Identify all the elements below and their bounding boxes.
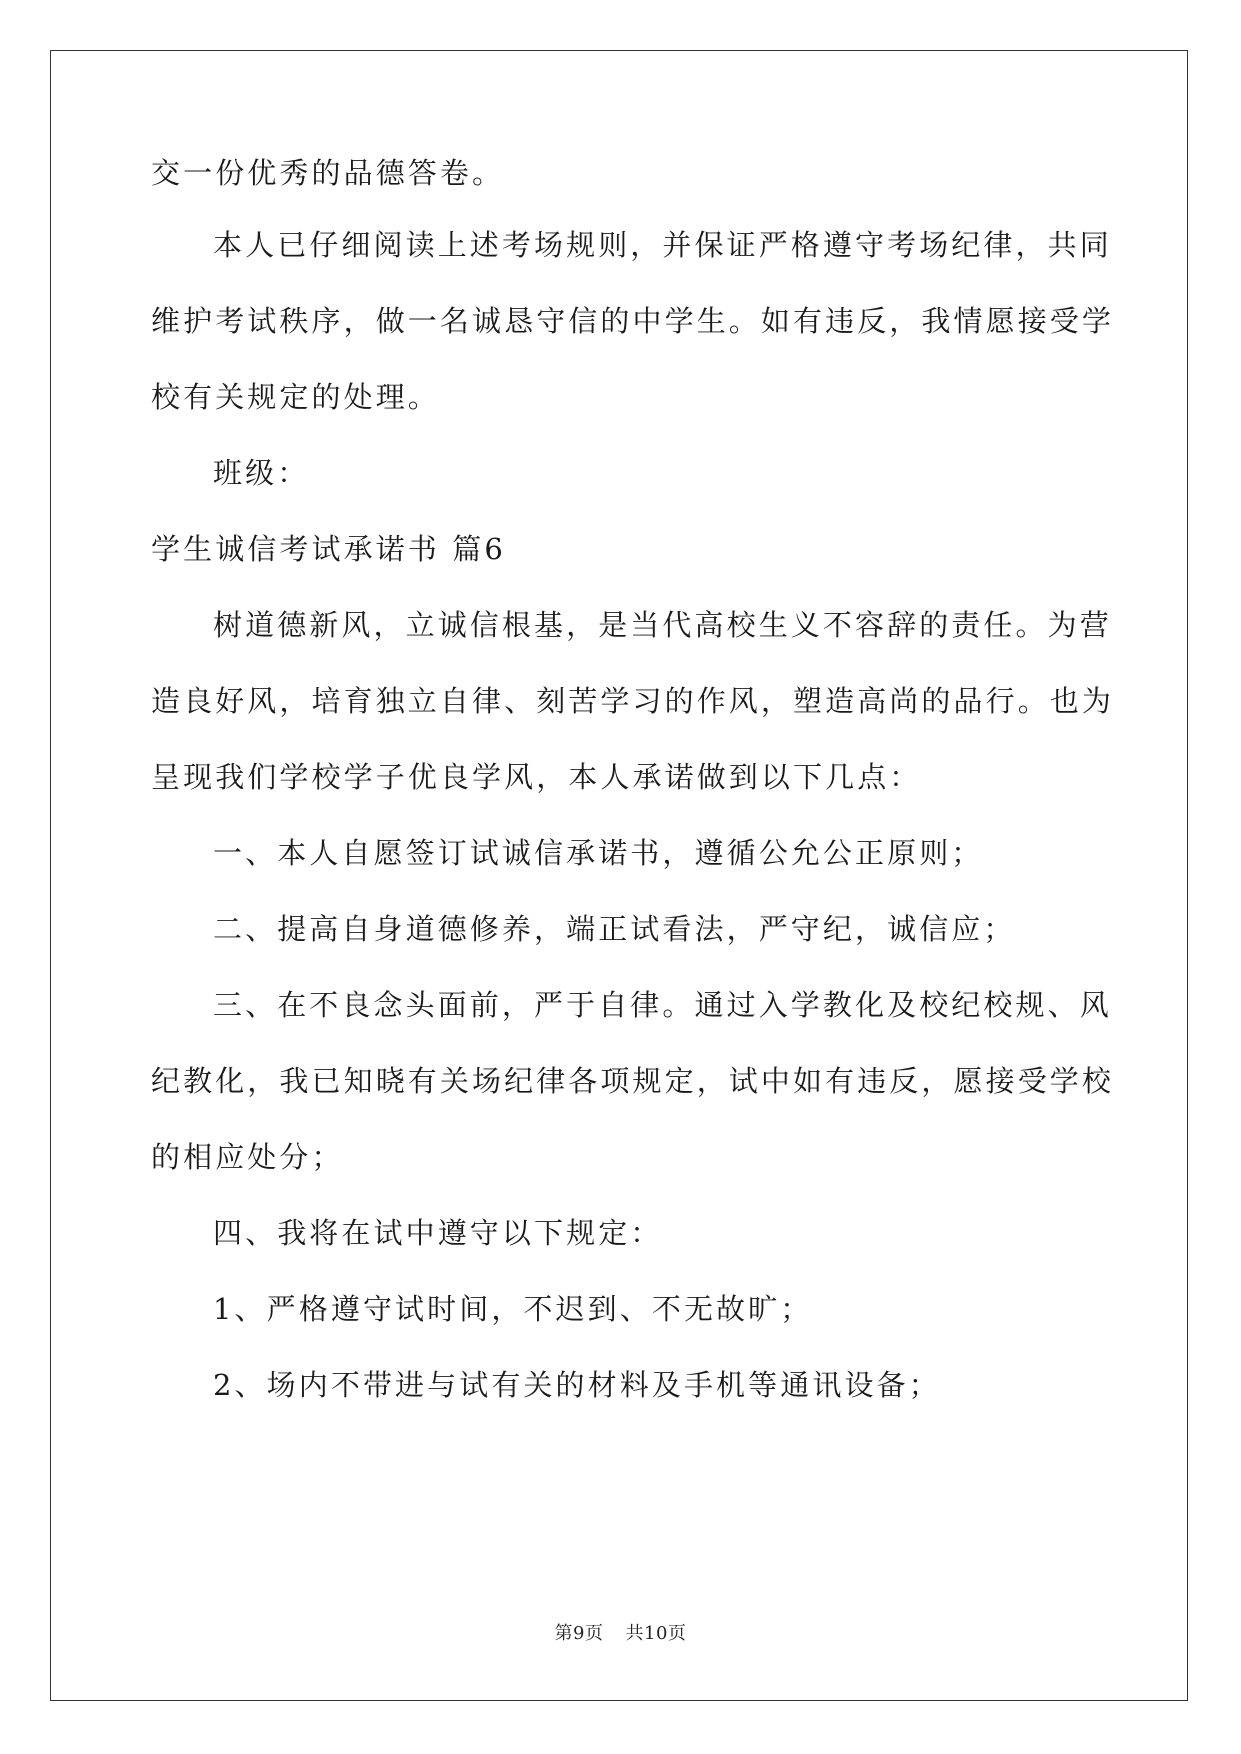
list-item: 三、在不良念头面前，严于自律。通过入学教化及校纪校规、风 [213, 988, 1112, 1022]
section-heading: 学生诚信考试承诺书 篇6 [151, 532, 506, 566]
paragraph-line: 造良好风，培育独立自律、刻苦学习的作风，塑造高尚的品行。也为 [151, 684, 1115, 718]
page-footer [0, 1622, 1241, 1646]
paragraph-line: 呈现我们学校学子优良学风，本人承诺做到以下几点： [151, 760, 922, 794]
paragraph-line: 维护考试秩序，做一名诚恳守信的中学生。如有违反，我情愿接受学 [151, 304, 1115, 338]
paragraph-line: 校有关规定的处理。 [151, 380, 440, 414]
list-item: 2、场内不带进与试有关的材料及手机等通讯设备； [213, 1368, 941, 1402]
page-total: 共10页 [625, 1623, 687, 1644]
list-item: 二、提高自身道德修养，端正试看法，严守纪，诚信应； [213, 912, 1016, 946]
paragraph-line: 交一份优秀的品德答卷。 [151, 156, 505, 190]
paragraph-line: 的相应处分； [151, 1140, 344, 1174]
paragraph-line: 纪教化，我已知晓有关场纪律各项规定，试中如有违反，愿接受学校 [151, 1064, 1115, 1098]
list-item: 1、严格遵守试时间，不迟到、不无故旷； [213, 1292, 813, 1326]
list-item: 四、我将在试中遵守以下规定： [213, 1216, 663, 1250]
paragraph-line: 树道德新风，立诚信根基，是当代高校生义不容辞的责任。为营 [213, 608, 1112, 642]
page-border [50, 50, 1188, 1701]
list-item: 一、本人自愿签订试诚信承诺书，遵循公允公正原则； [213, 836, 984, 870]
class-label: 班级： [213, 456, 310, 490]
page-number: 第9页 [554, 1623, 604, 1644]
paragraph-line: 本人已仔细阅读上述考场规则，并保证严格遵守考场纪律，共同 [213, 228, 1112, 262]
